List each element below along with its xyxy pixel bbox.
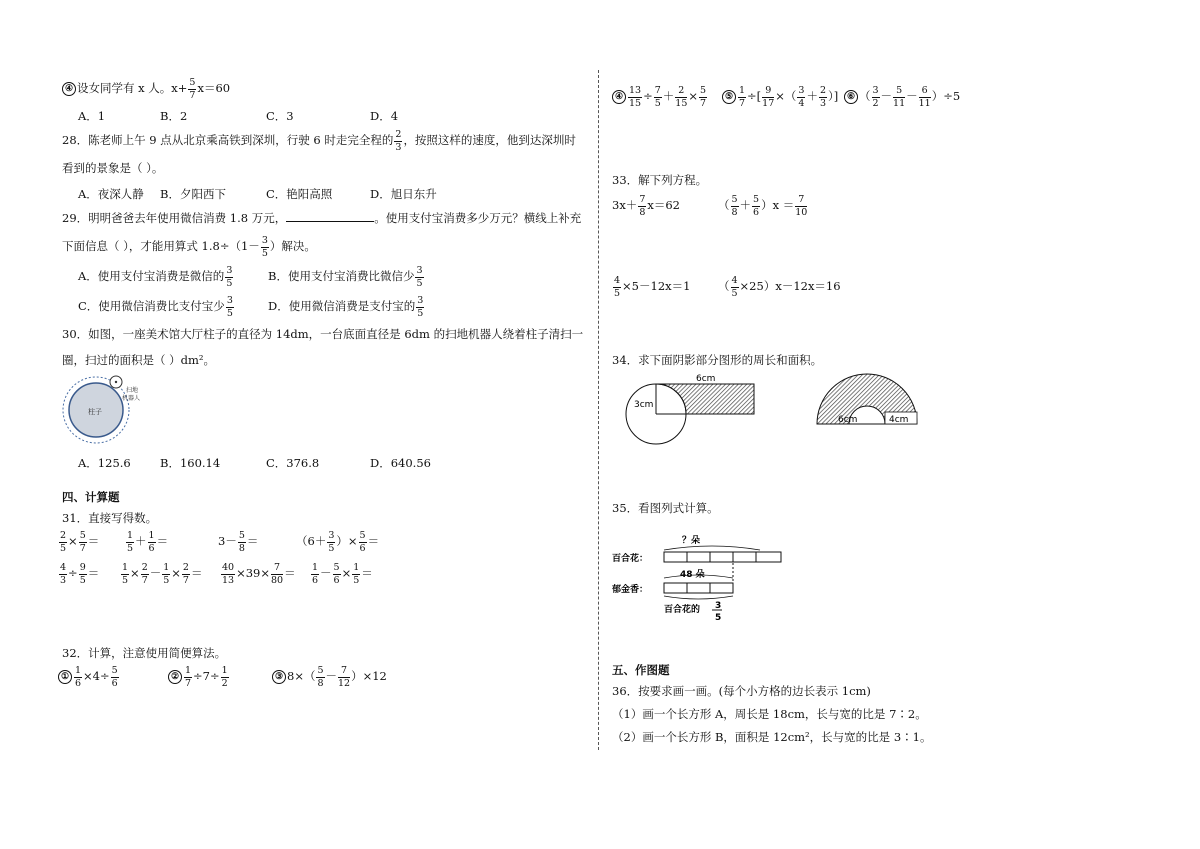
tulip-label: 郁金香：: [612, 585, 649, 595]
q32-item-3[interactable]: ③ 8×（ $\frac{5}{8}$ － $\frac{7}{12}$ ）×12: [272, 666, 387, 688]
q30-choice-a[interactable]: A．125.6: [78, 456, 131, 470]
q27-choice-a[interactable]: A．1: [78, 109, 106, 123]
column-divider: [598, 70, 600, 750]
section-5-heading: 五、作图题: [612, 663, 670, 677]
q34-title: 34．求下面阴影部分图形的周长和面积。: [612, 353, 823, 367]
q27-choice-d[interactable]: D．4: [370, 109, 399, 123]
q27-choice-b[interactable]: B．2: [160, 109, 188, 123]
q28-choice-c[interactable]: C．艳阳高照: [266, 187, 333, 201]
q30-line1: 30．如图，一座美术馆大厅柱子的直径为 14dm，一台底面直径是 6dm 的扫地机器人绕着柱子清扫一: [62, 327, 584, 341]
q28-choice-b[interactable]: B．夕阳西下: [160, 187, 226, 201]
figure-2: [817, 374, 917, 425]
q32-item-1[interactable]: ① $\frac{1}{6}$ ×4÷ $\frac{5}{6}$: [58, 666, 120, 688]
lily-label: 百合花：: [612, 554, 649, 564]
q31-item-1[interactable]: $\frac{2}{5}$ × $\frac{5}{7}$ ＝: [60, 530, 100, 554]
fig2-base-label: 6cm: [838, 415, 858, 425]
answer-blank[interactable]: [286, 211, 374, 222]
circled-number: ④: [62, 82, 76, 96]
q29-line2: 下面信息（ ），才能用算式 1.8÷（1－ $\frac{3}{5}$ ）解决。: [62, 235, 316, 259]
q32-title: 32．计算，注意使用简便算法。: [62, 646, 227, 660]
pillar-robot-diagram: [58, 372, 168, 448]
q29-choice-c[interactable]: C．使用微信消费比支付宝少 $\frac{3}{5}$: [78, 295, 233, 319]
q36-item-1: （1）画一个长方形 A，周长是 18cm，长与宽的比是 7∶2。: [612, 707, 927, 721]
fraction: $\frac{3}{5}$: [261, 235, 268, 259]
q28-line1: 28．陈老师上午 9 点从北京乘高铁到深圳，行驶 6 时走完全程的 $\frac{2}{3}$ ，按照这样的速度，他到达深圳时: [62, 129, 576, 153]
question-mark-label: ？朵: [682, 536, 701, 546]
q29-choice-b[interactable]: B．使用支付宝消费比微信少 $\frac{3}{5}$: [268, 265, 423, 289]
fraction: $\frac{5}{7}$: [189, 77, 196, 101]
q29-line1: 29．明明爸爸去年使用微信消费 1.8 万元， 。使用支付宝消费多少万元？横线上补充: [62, 211, 582, 225]
fig1-top-label: 6cm: [696, 374, 716, 384]
q31-item-6[interactable]: $\frac{1}{5}$ × $\frac{2}{7}$ － $\frac{1}{5}$ × $\frac{2}{7}$ ＝: [122, 562, 203, 586]
section-4-heading: 四、计算题: [62, 490, 120, 504]
q31-item-5[interactable]: $\frac{4}{3}$ ÷ $\frac{9}{5}$ ＝: [60, 562, 100, 586]
svg-text:3: 3: [715, 601, 722, 611]
q36-title: 36．按要求画一画。(每个小方格的边长表示 1cm): [612, 684, 871, 698]
q31-item-2[interactable]: $\frac{1}{5}$ ＋ $\frac{1}{6}$ ＝: [127, 530, 169, 554]
q31-item-7[interactable]: $\frac{40}{13}$ ×39× $\frac{7}{80}$ ＝: [222, 562, 296, 586]
fraction: $\frac{2}{3}$: [395, 129, 402, 153]
q27-option-4-line: ④ 设女同学有 x 人。x+ $\frac{5}{7}$ x＝60: [62, 78, 230, 100]
q36-item-2: （2）画一个长方形 B，面积是 12cm²，长与宽的比是 3∶1。: [612, 730, 932, 744]
q31-item-3[interactable]: 3－ $\frac{5}{8}$ ＝: [218, 530, 259, 554]
robot-label-2: 机器人: [122, 395, 141, 402]
q28-line2: 看到的景象是（ ）。: [62, 161, 164, 175]
q31-title: 31．直接写得数。: [62, 511, 158, 525]
under-label: 百合花的: [664, 605, 701, 615]
q29-choice-d[interactable]: D．使用微信消费是支付宝的 $\frac{3}{5}$: [268, 295, 424, 319]
q33-eq-2[interactable]: （ $\frac{5}{8}$ ＋ $\frac{5}{6}$ ）x ＝ $\frac{7}{10}$: [718, 194, 808, 218]
fig1-left-label: 3cm: [634, 400, 654, 410]
q29-choice-a[interactable]: A．使用支付宝消费是微信的 $\frac{3}{5}$: [78, 265, 233, 289]
count-label: 48 朵: [680, 570, 705, 580]
q30-choice-d[interactable]: D．640.56: [370, 456, 431, 470]
q32-item-4[interactable]: ④ $\frac{13}{15}$ ÷ $\frac{7}{5}$ ＋ $\frac{2}{15}$ × $\frac{5}{7}$: [612, 86, 708, 108]
q31-item-8[interactable]: $\frac{1}{6}$ － $\frac{5}{6}$ × $\frac{1}{5}$ ＝: [312, 562, 373, 586]
q32-item-5[interactable]: ⑤ $\frac{1}{7}$ ÷[ $\frac{9}{17}$ ×（ $\frac{3}{4}$ ＋ $\frac{2}{3}$ ）]: [722, 86, 838, 108]
q28-choice-a[interactable]: A．夜深人静: [78, 187, 144, 201]
q33-eq-4[interactable]: （ $\frac{4}{5}$ ×25）x－12x＝16: [718, 275, 841, 299]
q27-choice-c[interactable]: C．3: [266, 109, 294, 123]
figure-1: [626, 374, 754, 444]
q32-item-6[interactable]: ⑥ （ $\frac{3}{2}$ － $\frac{5}{11}$ － $\frac{6}{11}$ ）÷5: [844, 86, 960, 108]
q30-choice-b[interactable]: B．160.14: [160, 456, 221, 470]
pillar-label: 柱子: [88, 408, 102, 416]
q28-choice-d[interactable]: D．旭日东升: [370, 187, 437, 201]
fig2-right-label: 4cm: [889, 415, 909, 425]
q33-eq-3[interactable]: $\frac{4}{5}$ ×5－12x＝1: [614, 275, 691, 299]
q33-eq-1[interactable]: 3x＋ $\frac{7}{8}$ x＝62: [612, 194, 680, 218]
robot-label-1: 扫地: [126, 387, 139, 394]
q30-choice-c[interactable]: C．376.8: [266, 456, 320, 470]
q33-title: 33．解下列方程。: [612, 173, 708, 187]
q34-figures: [612, 370, 942, 450]
q31-item-4[interactable]: （6＋ $\frac{3}{5}$ ）× $\frac{5}{6}$ ＝: [296, 530, 380, 554]
q35-title: 35．看图列式计算。: [612, 501, 719, 515]
q35-bar-diagram: [612, 530, 792, 625]
q32-item-2[interactable]: ② $\frac{1}{7}$ ÷7÷ $\frac{1}{2}$: [168, 666, 230, 688]
svg-text:5: 5: [715, 613, 722, 623]
q30-line2: 圈，扫过的面积是（ ）dm²。: [62, 353, 216, 367]
